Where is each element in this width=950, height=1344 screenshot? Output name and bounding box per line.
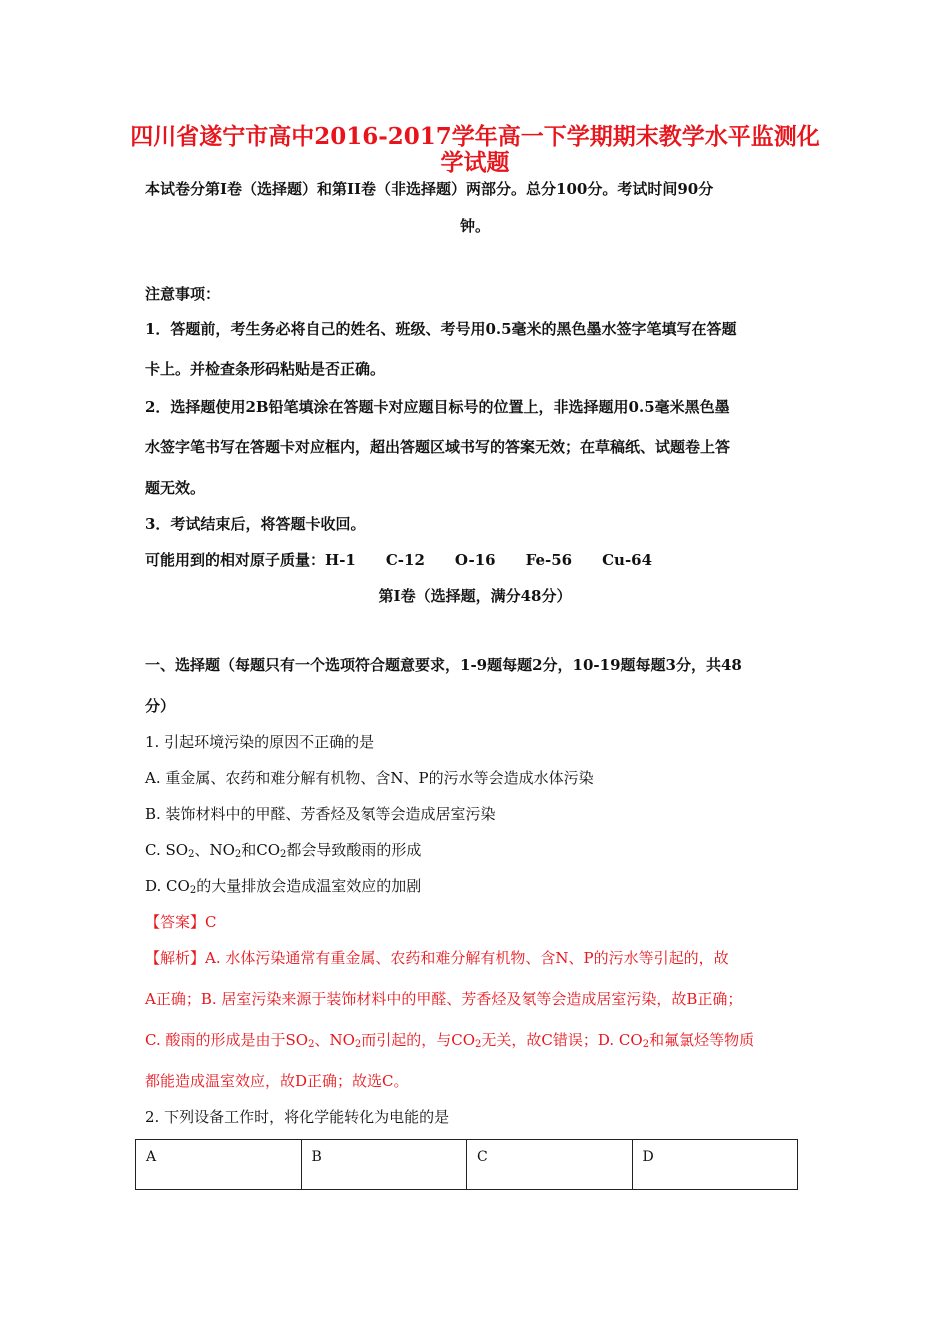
document-title-line1: 四川省遂宁市高中2016-2017学年高一下学期期末教学水平监测化 — [130, 123, 820, 150]
atomic-mass-h: H-1 — [325, 551, 356, 569]
q1-option-b: B. 装饰材料中的甲醛、芳香烃及氡等会造成居室污染 — [145, 805, 496, 823]
q1-analysis-line4: 都能造成温室效应，故D正确；故选C。 — [145, 1072, 409, 1090]
intro-line1: 本试卷分第I卷（选择题）和第II卷（非选择题）两部分。总分100分。考试时间90分 — [145, 180, 714, 198]
analysis-text: 而引起的，与CO — [361, 1031, 476, 1049]
atomic-mass-line — [145, 549, 652, 570]
atomic-mass-c: C-12 — [385, 551, 425, 569]
subscript: 2 — [234, 849, 242, 860]
section1-heading-line2: 分） — [145, 697, 176, 715]
notice-item2-line1: 2．选择题使用2B铅笔填涂在答题卡对应题目标号的位置上，非选择题用0.5毫米黑色墨 — [145, 398, 730, 416]
analysis-text: C. 酸雨的形成是由于SO — [145, 1031, 309, 1049]
subscript: 2 — [308, 1039, 315, 1050]
subscript: 2 — [188, 849, 195, 860]
notice-item1-line2: 卡上。并检查条形码粘贴是否正确。 — [145, 360, 386, 378]
subscript: 2 — [642, 1039, 650, 1050]
q1-answer: 【答案】C — [145, 913, 217, 931]
q2-option-cell-d: D — [632, 1140, 798, 1190]
section1-heading-line1: 一、选择题（每题只有一个选项符合题意要求，1-9题每题2分，10-19题每题3分，共48 — [145, 656, 742, 674]
atomic-mass-cu: Cu-64 — [602, 551, 653, 569]
subscript: 2 — [280, 849, 287, 860]
q1-stem: 1. 引起环境污染的原因不正确的是 — [145, 733, 375, 751]
atomic-mass-o: O-16 — [454, 551, 496, 569]
q1-option-c — [145, 839, 421, 860]
atomic-mass-fe: Fe-56 — [525, 551, 573, 569]
q2-option-cell-c: C — [467, 1140, 633, 1190]
atomic-mass-label: 可能用到的相对原子质量： — [145, 551, 326, 569]
document-title-line2: 学试题 — [440, 149, 510, 176]
notice-item2-line3: 题无效。 — [145, 479, 206, 497]
q1-option-a: A. 重金属、农药和难分解有机物、含N、P的污水等会造成水体污染 — [145, 769, 594, 787]
notice-item2-line2: 水签字笔书写在答题卡对应框内，超出答题区域书写的答案无效；在草稿纸、试题卷上答 — [145, 438, 731, 456]
notice-heading: 注意事项： — [145, 285, 221, 303]
q1-option-c-text: 和CO — [241, 841, 281, 859]
q2-stem: 2. 下列设备工作时，将化学能转化为电能的是 — [145, 1108, 450, 1126]
notice-item3: 3．考试结束后，将答题卡收回。 — [145, 515, 366, 533]
q1-analysis-line3 — [145, 1029, 754, 1050]
q2-options-table — [135, 1139, 798, 1190]
analysis-text: 无关，故C错误；D. CO — [481, 1031, 643, 1049]
q2-option-cell-a: A — [136, 1140, 302, 1190]
part1-heading: 第I卷（选择题，满分48分） — [378, 587, 572, 605]
table-row — [136, 1140, 798, 1190]
q1-option-d-text: D. CO — [145, 877, 190, 895]
q1-analysis-line2: A正确；B. 居室污染来源于装饰材料中的甲醛、芳香烃及氡等会造成居室污染，故B正确； — [145, 990, 743, 1008]
subscript: 2 — [354, 1039, 362, 1050]
q1-option-c-text: C. SO — [145, 841, 189, 859]
analysis-text: 和氟氯烃等物质 — [649, 1031, 755, 1049]
analysis-text: 、NO — [314, 1031, 355, 1049]
notice-item1-line1: 1．答题前，考生务必将自己的姓名、班级、考号用0.5毫米的黑色墨水签字笔填写在答题 — [145, 320, 737, 338]
intro-line2: 钟。 — [459, 217, 490, 235]
q1-option-d-text: 的大量排放会造成温室效应的加剧 — [196, 877, 422, 895]
analysis-label: 【解析】 — [145, 949, 206, 967]
q1-analysis-line1 — [145, 947, 729, 968]
analysis-text: A. 水体污染通常有重金属、农药和难分解有机物、含N、P的污水等引起的，故 — [205, 949, 729, 967]
q2-option-cell-b: B — [301, 1140, 467, 1190]
subscript: 2 — [189, 885, 197, 896]
q1-option-c-text: 都会导致酸雨的形成 — [286, 841, 422, 859]
q1-option-c-text: 、NO — [194, 841, 235, 859]
q1-option-d — [145, 875, 421, 896]
subscript: 2 — [475, 1039, 482, 1050]
